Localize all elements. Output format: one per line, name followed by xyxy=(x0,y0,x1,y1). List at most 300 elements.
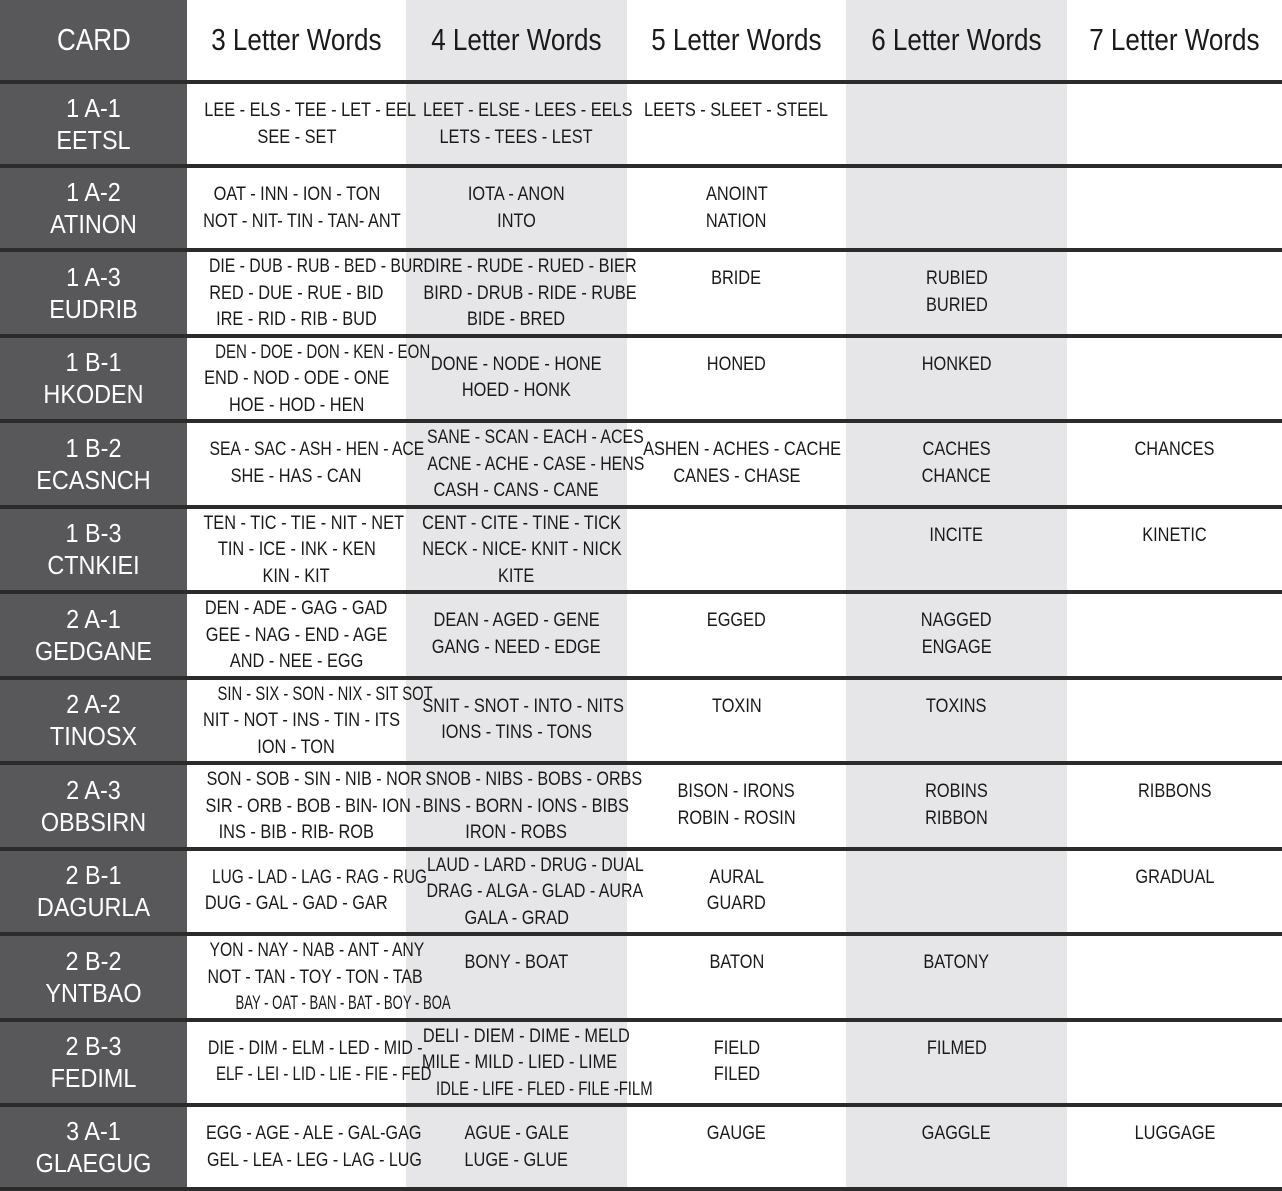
card-letters: ECASNCH xyxy=(36,464,151,495)
card-id: 2 A-2 xyxy=(66,689,121,720)
words-cell-4-letter xyxy=(406,1105,627,1189)
word-line-text: BAY - OAT - BAN - BAT - BOY - BOA xyxy=(235,993,451,1014)
word-line-text: ROBINS xyxy=(925,781,988,802)
word-line xyxy=(406,452,645,479)
words-cell-6-letter xyxy=(846,849,1067,935)
word-line-text: AGUE - GALE xyxy=(464,1123,569,1144)
word-line xyxy=(187,938,425,965)
word-line xyxy=(406,378,627,405)
word-line-text: SNOB - NIBS - BOBS - ORBS xyxy=(425,769,643,790)
word-line xyxy=(846,352,1067,379)
word-line-text: BINS - BORN - IONS - BIBS xyxy=(422,795,629,817)
word-line-text: RIBBON xyxy=(925,807,988,829)
word-line-text: AND - NEE - EGG xyxy=(229,651,364,672)
word-line-text: DUG - GAL - GAD - GAR xyxy=(205,893,388,914)
words-cell-4-letter xyxy=(406,592,627,678)
word-line xyxy=(846,694,1067,721)
card-cell xyxy=(0,934,187,1020)
words-cell-3-letter xyxy=(187,592,406,678)
word-line xyxy=(406,635,627,662)
word-line-text: CANES - CHASE xyxy=(672,465,801,487)
words-cell-6-letter xyxy=(846,934,1067,1020)
words-cell-7-letter xyxy=(1067,250,1282,336)
word-line-text: KITE xyxy=(498,565,535,587)
words-cell-6-letter xyxy=(846,1020,1067,1106)
card-letters: ATINON xyxy=(50,209,137,239)
words-cell-6-letter xyxy=(846,678,1067,764)
word-line-text: ROBIN - ROSIN xyxy=(677,807,796,829)
word-line xyxy=(187,307,406,334)
words-cell-7-letter xyxy=(1067,678,1282,764)
card-cell xyxy=(0,336,187,422)
word-line-text: ASHEN - ACHES - CACHE xyxy=(643,439,842,460)
card-id: 1 A-1 xyxy=(66,93,121,123)
word-line-text: OAT - INN - ION - TON xyxy=(213,184,380,205)
word-line xyxy=(1067,523,1282,550)
words-cell-7-letter xyxy=(1067,1105,1282,1189)
word-line xyxy=(1067,779,1282,806)
word-line-text: KINETIC xyxy=(1142,524,1207,546)
header-4-letter: 4 Letter Words xyxy=(406,0,627,82)
word-line-text: INCITE xyxy=(929,524,984,546)
word-line xyxy=(187,623,406,650)
word-line-text: DEN - DOE - DON - KEN - EON xyxy=(215,341,431,363)
card-id: 2 A-3 xyxy=(66,774,121,805)
words-cell-7-letter xyxy=(1067,421,1282,507)
word-line-text: BRIDE xyxy=(711,268,762,289)
card-id: 2 A-1 xyxy=(66,603,121,634)
word-line xyxy=(846,1036,1067,1063)
word-line-text: TOXIN xyxy=(711,695,762,717)
word-line xyxy=(406,767,643,794)
words-cell-3-letter xyxy=(187,678,433,764)
word-line-text: SON - SOB - SIN - NIB - NOR xyxy=(206,769,422,790)
words-cell-4-letter xyxy=(406,250,637,336)
word-line xyxy=(406,879,644,906)
word-line-text: GRADUAL xyxy=(1134,866,1214,888)
word-line xyxy=(187,596,406,623)
card-cell xyxy=(0,849,187,935)
table-row xyxy=(0,592,1282,678)
word-line xyxy=(406,794,627,821)
words-cell-7-letter xyxy=(1067,934,1282,1020)
card-letters: CTNKIEI xyxy=(47,550,140,581)
words-cell-4-letter xyxy=(406,82,633,166)
word-line xyxy=(187,464,406,491)
word-line xyxy=(627,209,846,236)
word-line-text: GAUGE xyxy=(706,1123,767,1144)
words-cell-5-letter xyxy=(627,250,846,336)
words-cell-6-letter xyxy=(846,763,1067,849)
word-line-text: FIELD xyxy=(713,1037,760,1059)
word-line-text: DIE - DIM - ELM - LED - MID - xyxy=(207,1037,423,1059)
word-line xyxy=(406,1148,627,1175)
word-line-text: NIT - NOT - INS - TIN - ITS xyxy=(203,710,401,731)
words-cell-5-letter xyxy=(627,849,846,935)
word-line xyxy=(406,352,627,379)
word-line-text: CHANCES xyxy=(1134,439,1215,460)
word-line-text: RIBBONS xyxy=(1137,781,1212,802)
card-cell xyxy=(0,507,187,593)
word-line-text: DONE - NODE - HONE xyxy=(431,353,602,375)
word-line xyxy=(187,1036,423,1063)
table-row xyxy=(0,934,1282,1020)
word-line xyxy=(627,1121,846,1148)
words-cell-3-letter xyxy=(187,1020,432,1106)
word-line-text: KIN - KIT xyxy=(262,565,331,587)
word-line xyxy=(406,425,644,452)
word-line xyxy=(187,340,431,367)
word-line-text: SHE - HAS - CAN xyxy=(231,465,362,487)
word-line-text: TEN - TIC - TIE - NIT - NET xyxy=(203,512,404,534)
card-cell xyxy=(0,763,187,849)
word-line xyxy=(846,523,1067,550)
word-line-text: BATONY xyxy=(923,952,990,973)
word-line-text: ION - TON xyxy=(257,736,336,758)
card-letters: HKODEN xyxy=(43,379,144,410)
word-line-text: NOT - TAN - TOY - TON - TAB xyxy=(207,966,423,988)
words-cell-3-letter xyxy=(187,421,425,507)
words-cell-3-letter xyxy=(187,82,417,166)
word-line-text: NAGGED xyxy=(921,610,992,631)
word-line-text: EGGED xyxy=(706,610,767,631)
card-letters: DAGURLA xyxy=(36,892,151,923)
word-line xyxy=(406,564,627,591)
word-line xyxy=(406,182,627,209)
word-line xyxy=(187,820,406,847)
words-cell-4-letter xyxy=(406,421,645,507)
card-cell xyxy=(0,1105,187,1189)
word-line-text: HONKED xyxy=(921,353,992,375)
word-line-text: SIN - SIX - SON - NIX - SIT SOT xyxy=(217,683,433,705)
word-line xyxy=(627,98,846,125)
card-id: 1 B-2 xyxy=(65,432,122,463)
words-cell-4-letter xyxy=(406,507,627,593)
words-cell-6-letter xyxy=(846,166,1067,250)
table-row xyxy=(0,82,1282,166)
word-line-text: IRE - RID - RIB - BUD xyxy=(216,309,377,330)
word-line-text: CACHES xyxy=(922,439,991,460)
word-line-text: GANG - NEED - EDGE xyxy=(432,636,601,658)
word-line xyxy=(187,254,424,281)
card-id: 1 A-3 xyxy=(66,261,121,292)
word-line-text: DRAG - ALGA - GLAD - AURA xyxy=(426,881,644,902)
word-line-text: IONS - TINS - TONS xyxy=(441,722,592,743)
table-row xyxy=(0,763,1282,849)
table-row xyxy=(0,250,1282,336)
word-line xyxy=(846,464,1067,491)
words-cell-7-letter xyxy=(1067,82,1282,166)
word-line xyxy=(187,437,425,464)
word-line xyxy=(406,98,633,125)
word-line-text: DIE - DUB - RUB - BED - BUR xyxy=(208,256,424,277)
words-cell-5-letter xyxy=(627,934,846,1020)
words-cell-3-letter xyxy=(187,934,451,1020)
table-row xyxy=(0,421,1282,507)
word-line-text: SEA - SAC - ASH - HEN - ACE xyxy=(209,439,425,460)
word-line xyxy=(406,1121,627,1148)
card-id: 1 B-1 xyxy=(65,347,122,378)
card-letters: TINOSX xyxy=(49,721,138,752)
word-line xyxy=(187,366,406,393)
header-row xyxy=(0,0,1282,82)
word-line xyxy=(187,649,406,676)
word-line-text: ELF - LEI - LID - LIE - FIE - FED xyxy=(215,1064,432,1085)
word-line xyxy=(627,1062,846,1089)
words-cell-3-letter xyxy=(187,166,406,250)
words-cell-3-letter xyxy=(187,507,406,593)
word-line xyxy=(1067,865,1282,892)
words-cell-7-letter xyxy=(1067,763,1282,849)
word-line-text: HOE - HOD - HEN xyxy=(228,394,365,416)
word-line xyxy=(406,254,637,281)
words-cell-5-letter xyxy=(627,763,846,849)
card-id: 2 B-1 xyxy=(65,860,122,891)
table-row xyxy=(0,1020,1282,1106)
words-cell-5-letter xyxy=(627,592,846,678)
words-cell-6-letter xyxy=(846,1105,1067,1189)
card-cell xyxy=(0,678,187,764)
word-line xyxy=(187,891,406,918)
words-cell-5-letter xyxy=(627,1105,846,1189)
word-line xyxy=(406,720,627,747)
word-line-text: BIRD - DRUB - RIDE - RUBE xyxy=(423,282,637,304)
word-line-text: BATON xyxy=(709,952,764,973)
card-id: 1 A-2 xyxy=(66,177,121,207)
word-line-text: NATION xyxy=(706,210,767,232)
word-line xyxy=(846,266,1067,293)
word-line xyxy=(406,1050,627,1077)
words-cell-7-letter xyxy=(1067,1020,1282,1106)
word-line-text: ANOINT xyxy=(705,184,768,205)
word-line xyxy=(187,735,406,762)
words-cell-4-letter xyxy=(406,1020,653,1106)
card-id: 2 B-3 xyxy=(65,1031,122,1062)
words-cell-5-letter xyxy=(627,166,846,250)
word-line-text: DIRE - RUDE - RUED - BIER xyxy=(423,256,637,277)
word-line xyxy=(627,806,846,833)
word-line xyxy=(627,352,846,379)
word-line-text: HOED - HONK xyxy=(462,380,571,401)
card-id: 3 A-1 xyxy=(66,1116,121,1146)
card-letters: EUDRIB xyxy=(49,293,138,324)
words-cell-5-letter xyxy=(627,421,846,507)
word-line-text: DEAN - AGED - GENE xyxy=(433,610,600,631)
word-line-text: GAGGLE xyxy=(921,1123,992,1144)
header-3-letter: 3 Letter Words xyxy=(187,0,406,82)
card-id: 2 B-2 xyxy=(65,945,122,976)
word-line xyxy=(846,1121,1067,1148)
table-row xyxy=(0,507,1282,593)
words-cell-4-letter xyxy=(406,678,627,764)
word-line xyxy=(627,266,846,293)
word-line-text: SEE - SET xyxy=(256,126,336,148)
word-line xyxy=(627,1036,846,1063)
words-cell-7-letter xyxy=(1067,336,1282,422)
word-line-text: AURAL xyxy=(709,866,764,888)
word-line xyxy=(406,511,627,538)
word-line-text: FILED xyxy=(713,1064,760,1085)
word-line-text: DEN - ADE - GAG - GAD xyxy=(205,598,388,619)
word-line-text: NECK - NICE- KNIT - NICK xyxy=(422,539,622,560)
card-cell xyxy=(0,82,187,166)
word-line-text: LAUD - LARD - DRUG - DUAL xyxy=(426,854,644,876)
word-line xyxy=(406,307,627,334)
words-cell-6-letter xyxy=(846,250,1067,336)
words-cell-3-letter xyxy=(187,250,424,336)
word-line xyxy=(627,608,846,635)
word-line xyxy=(406,608,627,635)
word-line-text: NOT - NIT- TIN - TAN- ANT xyxy=(203,210,401,232)
word-line-text: GALA - GRAD xyxy=(464,907,569,929)
word-line-text: CHANCE xyxy=(921,465,991,487)
word-line-text: CENT - CITE - TINE - TICK xyxy=(422,512,622,534)
word-line xyxy=(187,865,427,892)
word-line xyxy=(846,806,1067,833)
word-line xyxy=(846,635,1067,662)
word-line xyxy=(406,820,627,847)
word-line-text: RUBIED xyxy=(925,268,988,289)
words-cell-4-letter xyxy=(406,336,627,422)
word-line-text: LUG - LAD - LAG - RAG - RUG xyxy=(212,866,427,888)
words-cell-5-letter xyxy=(627,1020,846,1106)
word-line xyxy=(406,537,627,564)
word-line-text: DELI - DIEM - DIME - MELD xyxy=(422,1025,630,1047)
card-cell xyxy=(0,592,187,678)
word-line xyxy=(627,779,846,806)
card-letters: EETSL xyxy=(56,125,131,155)
word-line-text: ENGAGE xyxy=(921,636,992,658)
word-line xyxy=(846,608,1067,635)
words-cell-3-letter xyxy=(187,336,431,422)
words-cell-6-letter xyxy=(846,507,1067,593)
word-line-text: IDLE - LIFE - FLED - FILE -FILM xyxy=(436,1078,653,1100)
card-letters: GLAEGUG xyxy=(35,1148,152,1178)
words-cell-5-letter xyxy=(627,336,846,422)
words-cell-3-letter xyxy=(187,849,427,935)
word-line xyxy=(187,564,406,591)
word-line xyxy=(406,209,627,236)
word-line xyxy=(627,464,846,491)
word-line-text: YON - NAY - NAB - ANT - ANY xyxy=(209,940,425,961)
words-cell-4-letter xyxy=(406,166,627,250)
word-line xyxy=(627,950,846,977)
word-line-text: ACNE - ACHE - CASE - HENS xyxy=(427,453,645,475)
words-cell-6-letter xyxy=(846,82,1067,166)
words-cell-6-letter xyxy=(846,592,1067,678)
header-6-letter: 6 Letter Words xyxy=(846,0,1067,82)
word-line-text: LUGE - GLUE xyxy=(464,1149,569,1171)
word-line-text: BURIED xyxy=(925,294,988,316)
word-line-text: TOXINS xyxy=(926,695,987,717)
word-line xyxy=(406,1024,630,1051)
words-cell-5-letter xyxy=(627,82,846,166)
word-line-text: LEETS - SLEET - STEEL xyxy=(644,100,829,121)
words-cell-7-letter xyxy=(1067,166,1282,250)
word-line-text: BIDE - BRED xyxy=(467,309,566,330)
words-cell-3-letter xyxy=(187,763,422,849)
word-line-text: SIR - ORB - BOB - BIN- ION - xyxy=(205,795,421,817)
word-line xyxy=(406,950,627,977)
word-line-text: SANE - SCAN - EACH - ACES xyxy=(426,427,644,448)
word-line xyxy=(187,682,433,709)
word-line xyxy=(846,950,1067,977)
words-cell-6-letter xyxy=(846,336,1067,422)
word-line xyxy=(846,779,1067,806)
word-line-text: CASH - CANS - CANE xyxy=(433,480,600,501)
word-line xyxy=(846,437,1067,464)
word-line-text: HONED xyxy=(706,353,767,375)
word-line xyxy=(187,209,406,236)
table-row xyxy=(0,849,1282,935)
word-line xyxy=(406,125,627,152)
word-line xyxy=(406,281,637,308)
word-line xyxy=(187,991,451,1018)
word-line-text: EGG - AGE - ALE - GAL-GAG xyxy=(206,1123,422,1144)
header-5-letter: 5 Letter Words xyxy=(627,0,846,82)
word-line xyxy=(187,794,421,821)
word-line xyxy=(627,182,846,209)
word-line-text: BONY - BOAT xyxy=(464,952,569,973)
words-cell-4-letter xyxy=(406,849,644,935)
card-letters: GEDGANE xyxy=(34,635,153,666)
card-cell xyxy=(0,421,187,507)
word-line-text: MILE - MILD - LIED - LIME xyxy=(421,1052,618,1073)
words-cell-5-letter xyxy=(627,507,846,593)
word-line-text: LETS - TEES - LEST xyxy=(439,126,594,148)
word-line-text: RED - DUE - RUE - BID xyxy=(209,282,384,304)
word-line-text: IOTA - ANON xyxy=(468,184,565,205)
word-line xyxy=(187,965,423,992)
word-line xyxy=(846,293,1067,320)
word-line-text: GEE - NAG - END - AGE xyxy=(205,624,388,646)
words-cell-6-letter xyxy=(846,421,1067,507)
words-cell-7-letter xyxy=(1067,849,1282,935)
card-id: 1 B-3 xyxy=(65,518,122,549)
word-line xyxy=(187,182,406,209)
words-cell-5-letter xyxy=(627,678,846,764)
word-line xyxy=(406,1077,653,1104)
word-line xyxy=(406,906,627,933)
word-line xyxy=(627,865,846,892)
word-line xyxy=(627,437,846,464)
word-line-text: GUARD xyxy=(706,893,767,914)
word-line-text: FILMED xyxy=(926,1037,987,1059)
word-line-text: LUGGAGE xyxy=(1134,1123,1215,1144)
card-letters: OBBSIRN xyxy=(40,806,147,837)
word-line xyxy=(187,1062,432,1089)
word-line-text: TIN - ICE - INK - KEN xyxy=(217,539,376,560)
word-line xyxy=(406,478,627,505)
word-line xyxy=(187,511,406,538)
card-cell xyxy=(0,1020,187,1106)
word-line xyxy=(187,125,406,152)
word-line xyxy=(187,1121,422,1148)
table-row xyxy=(0,336,1282,422)
words-cell-7-letter xyxy=(1067,592,1282,678)
card-letters: FEDIML xyxy=(50,1063,137,1094)
word-line xyxy=(627,694,846,721)
word-line-text: INTO xyxy=(497,210,536,232)
word-line xyxy=(406,694,627,721)
card-cell xyxy=(0,166,187,250)
word-line-text: BISON - IRONS xyxy=(677,781,796,802)
table-row xyxy=(0,166,1282,250)
word-line-text: END - NOD - ODE - ONE xyxy=(203,368,390,389)
word-line-text: SNIT - SNOT - INTO - NITS xyxy=(422,695,624,717)
word-line xyxy=(627,891,846,918)
header-card: CARD xyxy=(0,0,187,82)
